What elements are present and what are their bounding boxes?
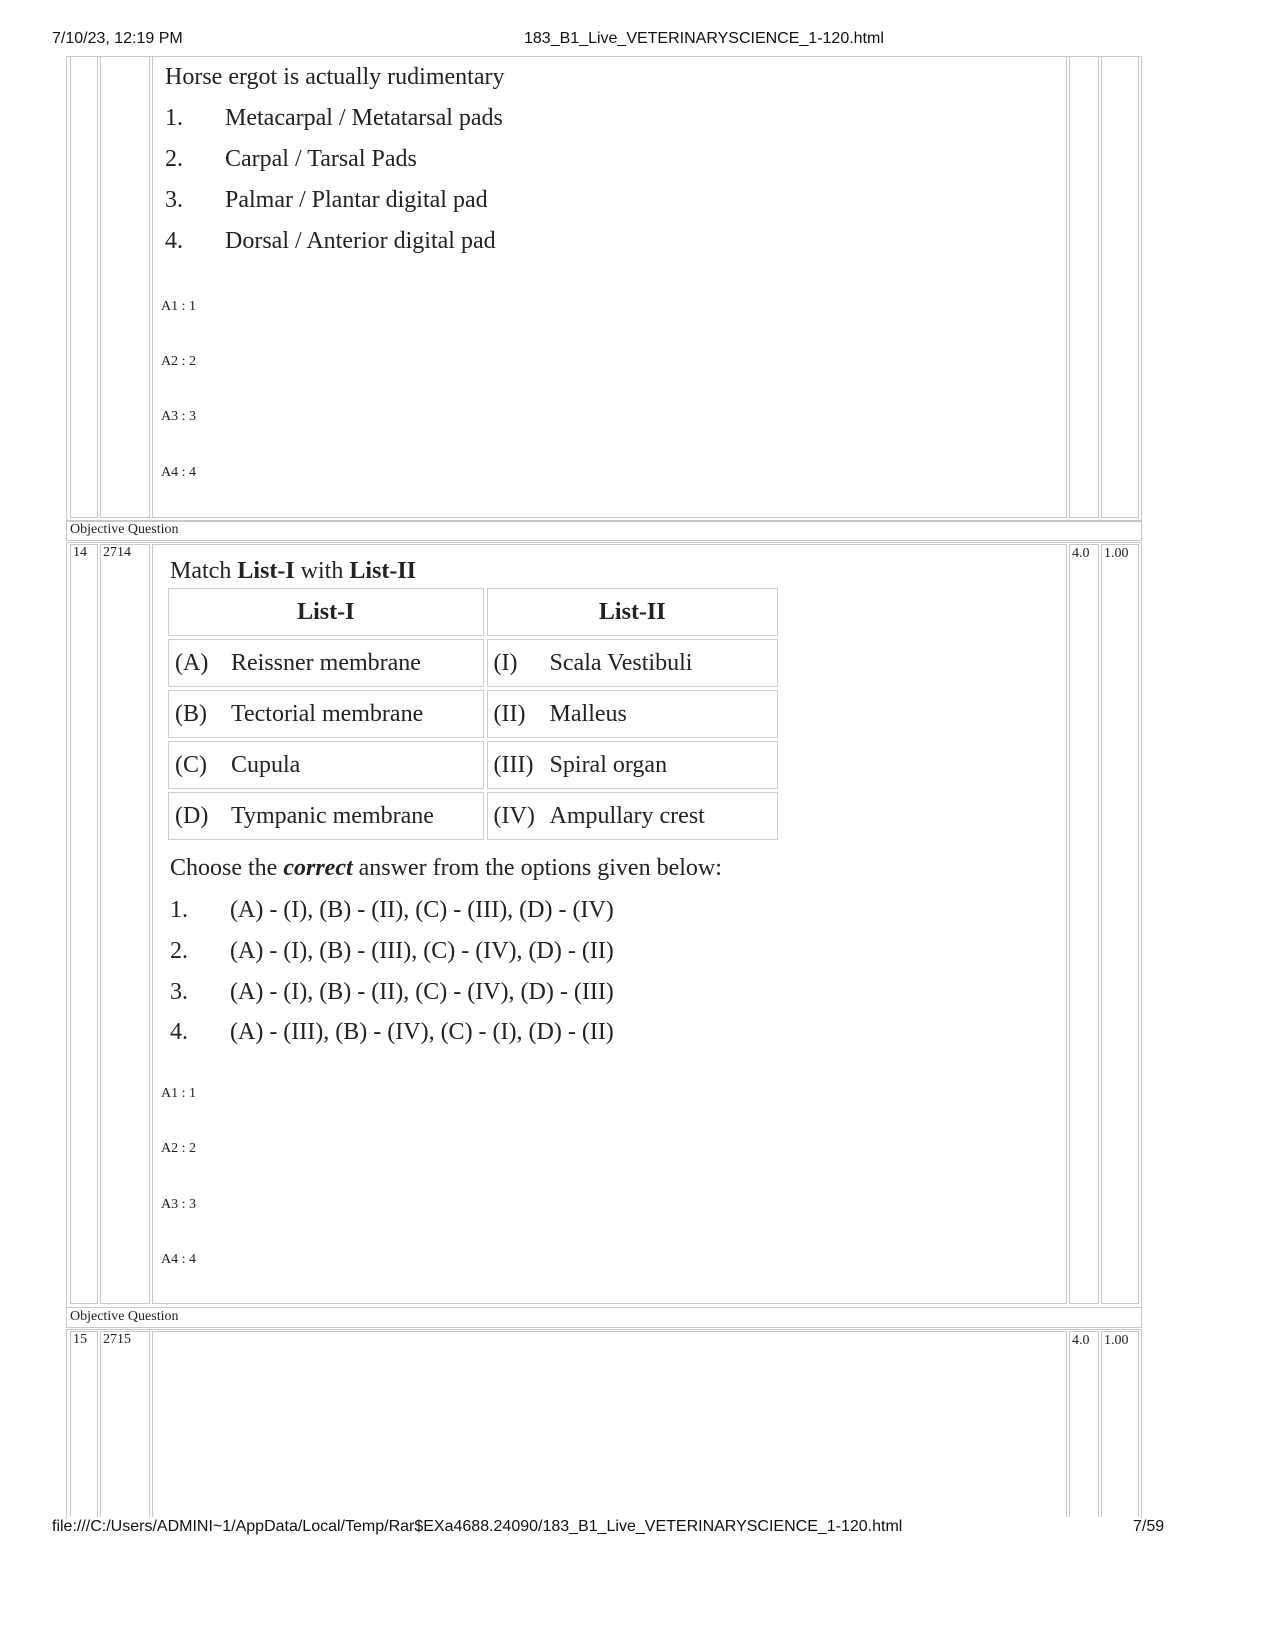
table-row: (A) Reissner membrane (I) Scala Vestibuli — [168, 639, 778, 687]
marks-cell — [1069, 1331, 1099, 1517]
q14-option-4: 4. (A) - (III), (B) - (IV), (C) - (I), (D) - (II) — [170, 1019, 614, 1045]
q13-option-1: 1. Metacarpal / Metatarsal pads — [165, 105, 503, 131]
serial-cell — [70, 544, 98, 1304]
serial-cell — [70, 1331, 98, 1517]
choose-instruction: Choose the correct answer from the options given below: — [170, 855, 722, 881]
question-id: 2715 — [103, 1332, 131, 1347]
list-i-header: List-I — [168, 588, 484, 636]
table-row: (D) Tympanic membrane (IV) Ampullary crest — [168, 792, 778, 840]
file-path: file:///C:/Users/ADMINI~1/AppData/Local/Temp/Rar$EXa4688.24090/183_B1_Live_VETERINARYSCIENCE_1-120.html — [52, 1518, 903, 1535]
serial-number: 15 — [73, 1332, 87, 1347]
q13-answer-3: A3 : 3 — [161, 409, 196, 424]
marks-value: 4.0 — [1072, 546, 1090, 561]
q13-option-3: 3. Palmar / Plantar digital pad — [165, 187, 488, 213]
q13-answer-2: A2 : 2 — [161, 354, 196, 369]
serial-cell — [70, 56, 98, 518]
marks-cell — [1069, 544, 1099, 1304]
print-datetime: 7/10/23, 12:19 PM — [52, 30, 183, 47]
q14-answer-3: A3 : 3 — [161, 1197, 196, 1212]
q13-answer-4: A4 : 4 — [161, 465, 196, 480]
table-row: (B) Tectorial membrane (II) Malleus — [168, 690, 778, 738]
q14-answer-2: A2 : 2 — [161, 1141, 196, 1156]
q14-option-1: 1. (A) - (I), (B) - (II), (C) - (III), (D) - (IV) — [170, 897, 614, 923]
negative-marks-cell — [1101, 544, 1139, 1304]
list-ii-header: List-II — [487, 588, 778, 636]
negative-marks-value: 1.00 — [1104, 546, 1129, 561]
question-type-row — [66, 1307, 1142, 1328]
q13-option-4: 4. Dorsal / Anterior digital pad — [165, 228, 496, 254]
question-id-cell — [100, 1331, 150, 1517]
page-number: 7/59 — [1133, 1518, 1165, 1535]
q14-answer-1: A1 : 1 — [161, 1086, 196, 1101]
document-title: 183_B1_Live_VETERINARYSCIENCE_1-120.html — [524, 30, 884, 47]
marks-cell — [1069, 56, 1099, 518]
negative-marks-cell — [1101, 56, 1139, 518]
marks-value: 4.0 — [1072, 1333, 1090, 1348]
q14-option-2: 2. (A) - (I), (B) - (III), (C) - (IV), (D) - (II) — [170, 938, 614, 964]
question-15-content-cell — [152, 1331, 1067, 1517]
question-13-stem: Horse ergot is actually rudimentary — [165, 64, 505, 90]
table-row: (C) Cupula (III) Spiral organ — [168, 741, 778, 789]
match-list-table — [165, 585, 781, 843]
question-type-label: Objective Question — [70, 1309, 179, 1324]
q14-option-3: 3. (A) - (I), (B) - (II), (C) - (IV), (D) - (III) — [170, 979, 614, 1005]
question-id: 2714 — [103, 545, 131, 560]
question-type-row — [66, 520, 1142, 541]
question-14-stem: Match List-I with List-II — [170, 558, 417, 584]
question-id-cell — [100, 544, 150, 1304]
serial-number: 14 — [73, 545, 87, 560]
negative-marks-value: 1.00 — [1104, 1333, 1129, 1348]
negative-marks-cell — [1101, 1331, 1139, 1517]
question-id-cell — [100, 56, 150, 518]
q14-answer-4: A4 : 4 — [161, 1252, 196, 1267]
q13-answer-1: A1 : 1 — [161, 299, 196, 314]
question-type-label: Objective Question — [70, 522, 179, 537]
q13-option-2: 2. Carpal / Tarsal Pads — [165, 146, 417, 172]
